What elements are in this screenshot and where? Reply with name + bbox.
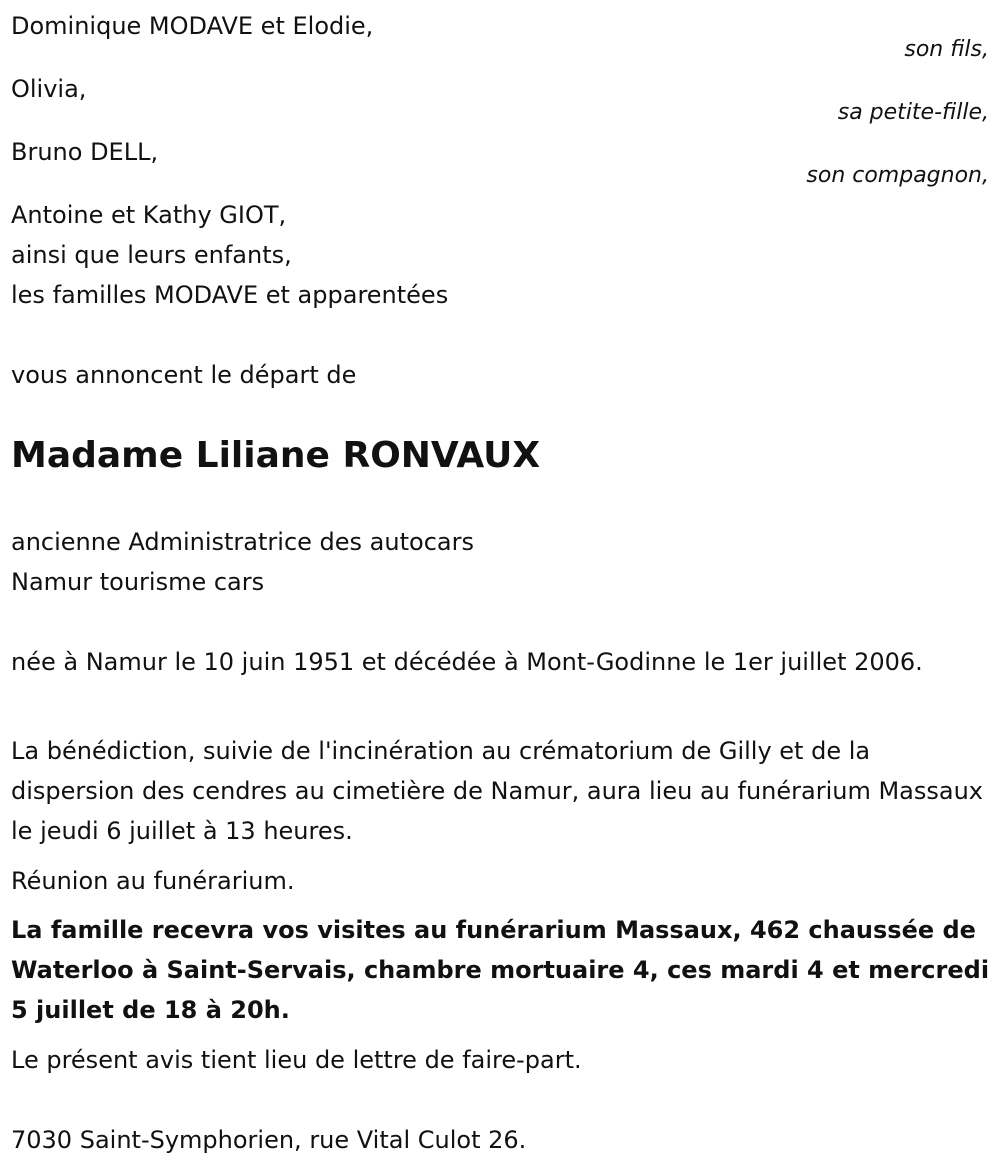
family-member-relation: son compagnon, bbox=[806, 163, 989, 188]
family-member-name: Dominique MODAVE et Elodie, bbox=[11, 12, 374, 40]
family-member-name: Bruno DELL, bbox=[11, 138, 159, 166]
notice-text: Le présent avis tient lieu de lettre de faire-part. bbox=[11, 1046, 582, 1074]
announcement-text: vous annoncent le départ de bbox=[11, 361, 357, 389]
family-member-relation: son fils, bbox=[904, 37, 989, 62]
other-family-line: ainsi que leurs enfants, bbox=[11, 241, 292, 269]
deceased-role: Namur tourisme cars bbox=[11, 568, 265, 596]
deceased-name: Madame Liliane RONVAUX bbox=[11, 435, 541, 476]
deceased-role: ancienne Administratrice des autocars bbox=[11, 528, 474, 556]
visits-text: La famille recevra vos visites au funérarium Massaux, 462 chaussée de Waterloo à Saint-Servais, chambre mortuaire 4, ces mardi 4 et mercredi 5 juillet de 18 à 20h. bbox=[11, 916, 990, 1024]
address-text: 7030 Saint-Symphorien, rue Vital Culot 26. bbox=[11, 1126, 527, 1154]
other-family-line: Antoine et Kathy GIOT, bbox=[11, 201, 287, 229]
reunion-text: Réunion au funérarium. bbox=[11, 867, 295, 895]
ceremony-text: La bénédiction, suivie de l'incinération au crématorium de Gilly et de la dispersion des cendres au cimetière de Namur, aura lieu au funérarium Massaux le jeudi 6 juillet à 13 heures. bbox=[11, 737, 983, 845]
family-member-name: Olivia, bbox=[11, 75, 87, 103]
family-member-relation: sa petite-fille, bbox=[837, 100, 989, 125]
other-family-line: les familles MODAVE et apparentées bbox=[11, 281, 449, 309]
birth-death-text: née à Namur le 10 juin 1951 et décédée à Mont-Godinne le 1er juillet 2006. bbox=[11, 648, 923, 676]
